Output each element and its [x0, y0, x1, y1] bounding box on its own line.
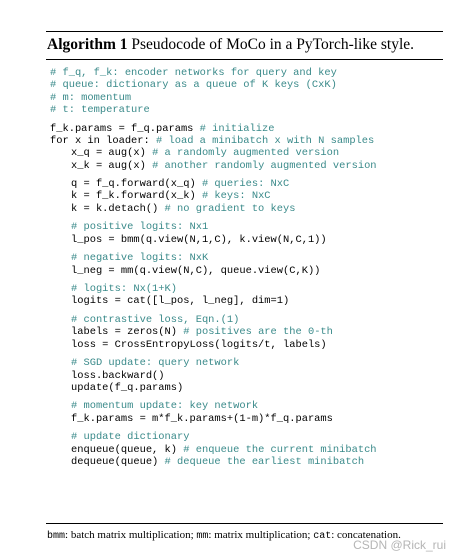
code-line [50, 92, 377, 104]
code-comment: # another randomly augmented version [152, 159, 377, 172]
code-text: dequeue(queue) [71, 455, 165, 468]
code-text: update(f_q.params) [71, 381, 184, 394]
code-text: k = f_k.forward(x_k) [71, 190, 202, 203]
code-text: loss = CrossEntropyLoss(logits/t, labels) [71, 338, 327, 351]
code-text: l_pos = bmm(q.view(N,1,C), k.view(N,C,1)) [71, 233, 327, 246]
watermark: CSDN @Rick_rui [353, 538, 446, 552]
code-comment: # queue: dictionary as a queue of K keys (CxK) [50, 79, 337, 92]
code-text: q = f_q.forward(x_q) [71, 178, 202, 191]
code-line [50, 190, 377, 202]
code-line [50, 221, 377, 233]
code-comment: # load a minibatch x with N samples [156, 134, 375, 147]
code-line [50, 295, 377, 307]
code-line [50, 252, 377, 264]
code-text: labels = zeros(N) [71, 326, 184, 339]
code-text: k = k.detach() [71, 202, 165, 215]
footnote-cat-term: cat [313, 531, 332, 542]
code-line [50, 234, 377, 246]
footnote-mm-term: mm [196, 531, 209, 542]
code-line [50, 135, 377, 147]
code-comment: # logits: Nx(1+K) [71, 283, 178, 296]
code-line [50, 265, 377, 277]
algorithm-caption [47, 36, 414, 54]
code-line [50, 444, 377, 456]
code-line [50, 283, 377, 295]
code-line [50, 382, 377, 394]
code-comment: # positive logits: Nx1 [71, 221, 209, 234]
code-text: enqueue(queue, k) [71, 443, 184, 456]
code-text: x_k = aug(x) [71, 159, 153, 172]
algorithm-title: Pseudocode of MoCo in a PyTorch-like style. [127, 36, 415, 53]
code-line [50, 104, 377, 116]
algorithm-label: Algorithm 1 [47, 36, 128, 53]
code-line [50, 326, 377, 338]
code-line [50, 413, 377, 425]
code-line [50, 339, 377, 351]
footnote-bmm-desc: : batch matrix multiplication; [65, 529, 197, 541]
code-line [50, 147, 377, 159]
code-comment: # contrastive loss, Eqn.(1) [71, 313, 240, 326]
code-line [50, 203, 377, 215]
footnote-cat-desc: : concatenation. [331, 529, 401, 541]
algorithm-caption-rule [46, 59, 443, 60]
code-line [50, 400, 377, 412]
code-comment: # t: temperature [50, 104, 150, 117]
algorithm-bottom-rule [46, 523, 443, 524]
code-line [50, 79, 377, 91]
code-comment: # no gradient to keys [164, 202, 296, 215]
code-comment: # enqueue the current minibatch [183, 443, 377, 456]
code-comment: # m: momentum [50, 91, 132, 104]
code-comment: # positives are the 0-th [183, 326, 333, 339]
pseudocode-block [50, 67, 377, 468]
code-comment: # update dictionary [71, 431, 190, 444]
code-line [50, 123, 377, 135]
code-line [50, 160, 377, 172]
code-comment: # a randomly augmented version [152, 147, 340, 160]
code-text: logits = cat([l_pos, l_neg], dim=1) [71, 295, 290, 308]
code-text: l_neg = mm(q.view(N,C), queue.view(C,K)) [71, 264, 321, 277]
code-text: x_q = aug(x) [71, 147, 153, 160]
code-line [50, 456, 377, 468]
footnote-mm-desc: : matrix multiplication; [208, 529, 314, 541]
code-comment: # queries: NxC [201, 178, 290, 191]
code-text: f_k.params = f_q.params [50, 122, 200, 135]
code-text: loss.backward() [71, 369, 165, 382]
code-line [50, 370, 377, 382]
code-line [50, 67, 377, 79]
code-line [50, 357, 377, 369]
code-line [50, 314, 377, 326]
code-text: for x in loader: [50, 134, 157, 147]
code-comment: # keys: NxC [201, 190, 271, 203]
algorithm-top-rule [46, 31, 443, 32]
code-comment: # initialize [199, 122, 275, 135]
code-comment: # negative logits: NxK [71, 252, 209, 265]
code-comment: # momentum update: key network [71, 400, 259, 413]
code-line [50, 178, 377, 190]
code-comment: # dequeue the earliest minibatch [164, 455, 365, 468]
code-line [50, 431, 377, 443]
code-text: f_k.params = m*f_k.params+(1-m)*f_q.params [71, 412, 333, 425]
algorithm-footnote [47, 528, 401, 544]
code-comment: # SGD update: query network [71, 357, 240, 370]
footnote-bmm-term: bmm [47, 531, 66, 542]
code-comment: # f_q, f_k: encoder networks for query and key [50, 67, 337, 79]
